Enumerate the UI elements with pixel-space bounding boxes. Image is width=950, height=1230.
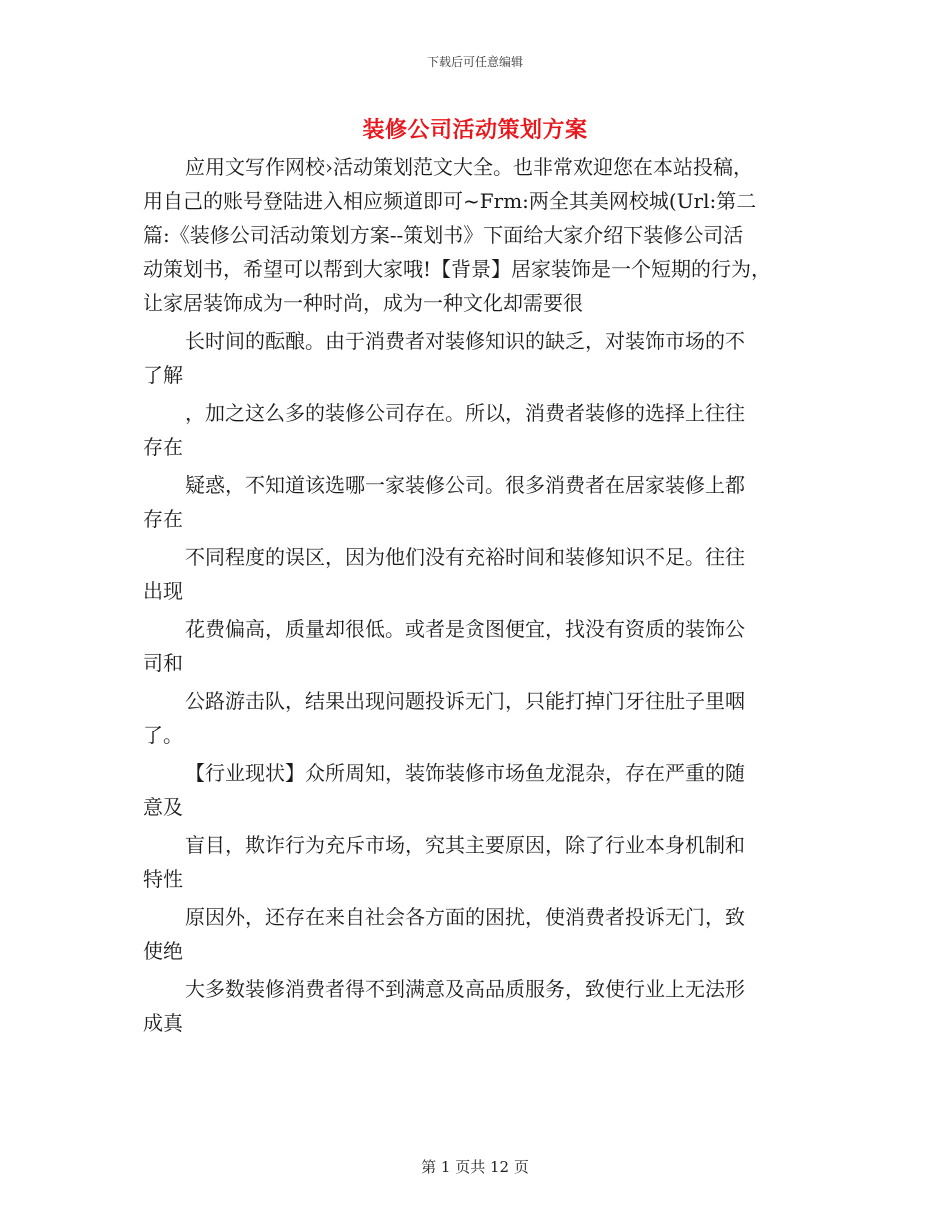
text-line: ，加之这么多的装修公司存在。所以，消费者装修的选择上往往 [185,401,745,425]
paragraph [143,972,823,1040]
page-number-footer: 第 1 页共 12 页 [421,1158,529,1176]
text-line: 用自己的账号登陆进入相应频道即可~Frm:两全其美网校城(Url:第二 [143,189,757,213]
text-line: 篇:《装修公司活动策划方案--策划书》下面给大家介绍下装修公司活 [143,223,744,247]
text-line: 原因外，还存在来自社会各方面的困扰，使消费者投诉无门，致 [185,905,745,929]
text-line: 疑惑，不知道该选哪一家装修公司。很多消费者在居家装修上都 [185,473,745,497]
text-line: 司和 [143,651,183,675]
text-line: 存在 [143,507,183,531]
paragraph [143,828,823,896]
document-title: 装修公司活动策划方案 [362,117,588,143]
paragraph [143,756,823,824]
text-line: 使绝 [143,939,183,963]
document-body [143,150,823,1040]
text-line: 公路游击队，结果出现问题投诉无门，只能打掉门牙往肚子里咽 [185,689,745,713]
text-line: 盲目，欺诈行为充斥市场，究其主要原因，除了行业本身机制和 [185,833,745,857]
paragraph [143,900,823,968]
text-line: 花费偏高，质量却很低。或者是贪图便宜，找没有资质的装饰公 [185,617,745,641]
text-line: 存在 [143,435,183,459]
text-line: 意及 [143,795,183,819]
paragraph [143,612,823,680]
text-line: 让家居装饰成为一种时尚，成为一种文化却需要很 [143,291,583,315]
text-line: 【行业现状】众所周知，装饰装修市场鱼龙混杂，存在严重的随 [185,761,745,785]
text-line: 了解 [143,363,183,387]
text-line: 出现 [143,579,183,603]
text-line: 成真 [143,1011,183,1035]
text-line: 了。 [143,723,183,747]
text-line: 动策划书，希望可以帮到大家哦!【背景】居家装饰是一个短期的行为， [143,257,772,281]
text-line: 特性 [143,867,183,891]
paragraph [143,540,823,608]
page-header-note: 下载后可任意编辑 [426,55,523,69]
text-line: 大多数装修消费者得不到满意及高品质服务，致使行业上无法形 [185,977,745,1001]
text-line: 长时间的酝酿。由于消费者对装修知识的缺乏，对装饰市场的不 [185,329,745,353]
paragraph [143,324,823,392]
paragraph [143,684,823,752]
paragraph [143,468,823,536]
paragraph [143,396,823,464]
text-line: 不同程度的误区，因为他们没有充裕时间和装修知识不足。往往 [185,545,745,569]
paragraph-intro [143,150,823,320]
text-line: 应用文写作网校›活动策划范文大全。也非常欢迎您在本站投稿， [185,155,753,179]
